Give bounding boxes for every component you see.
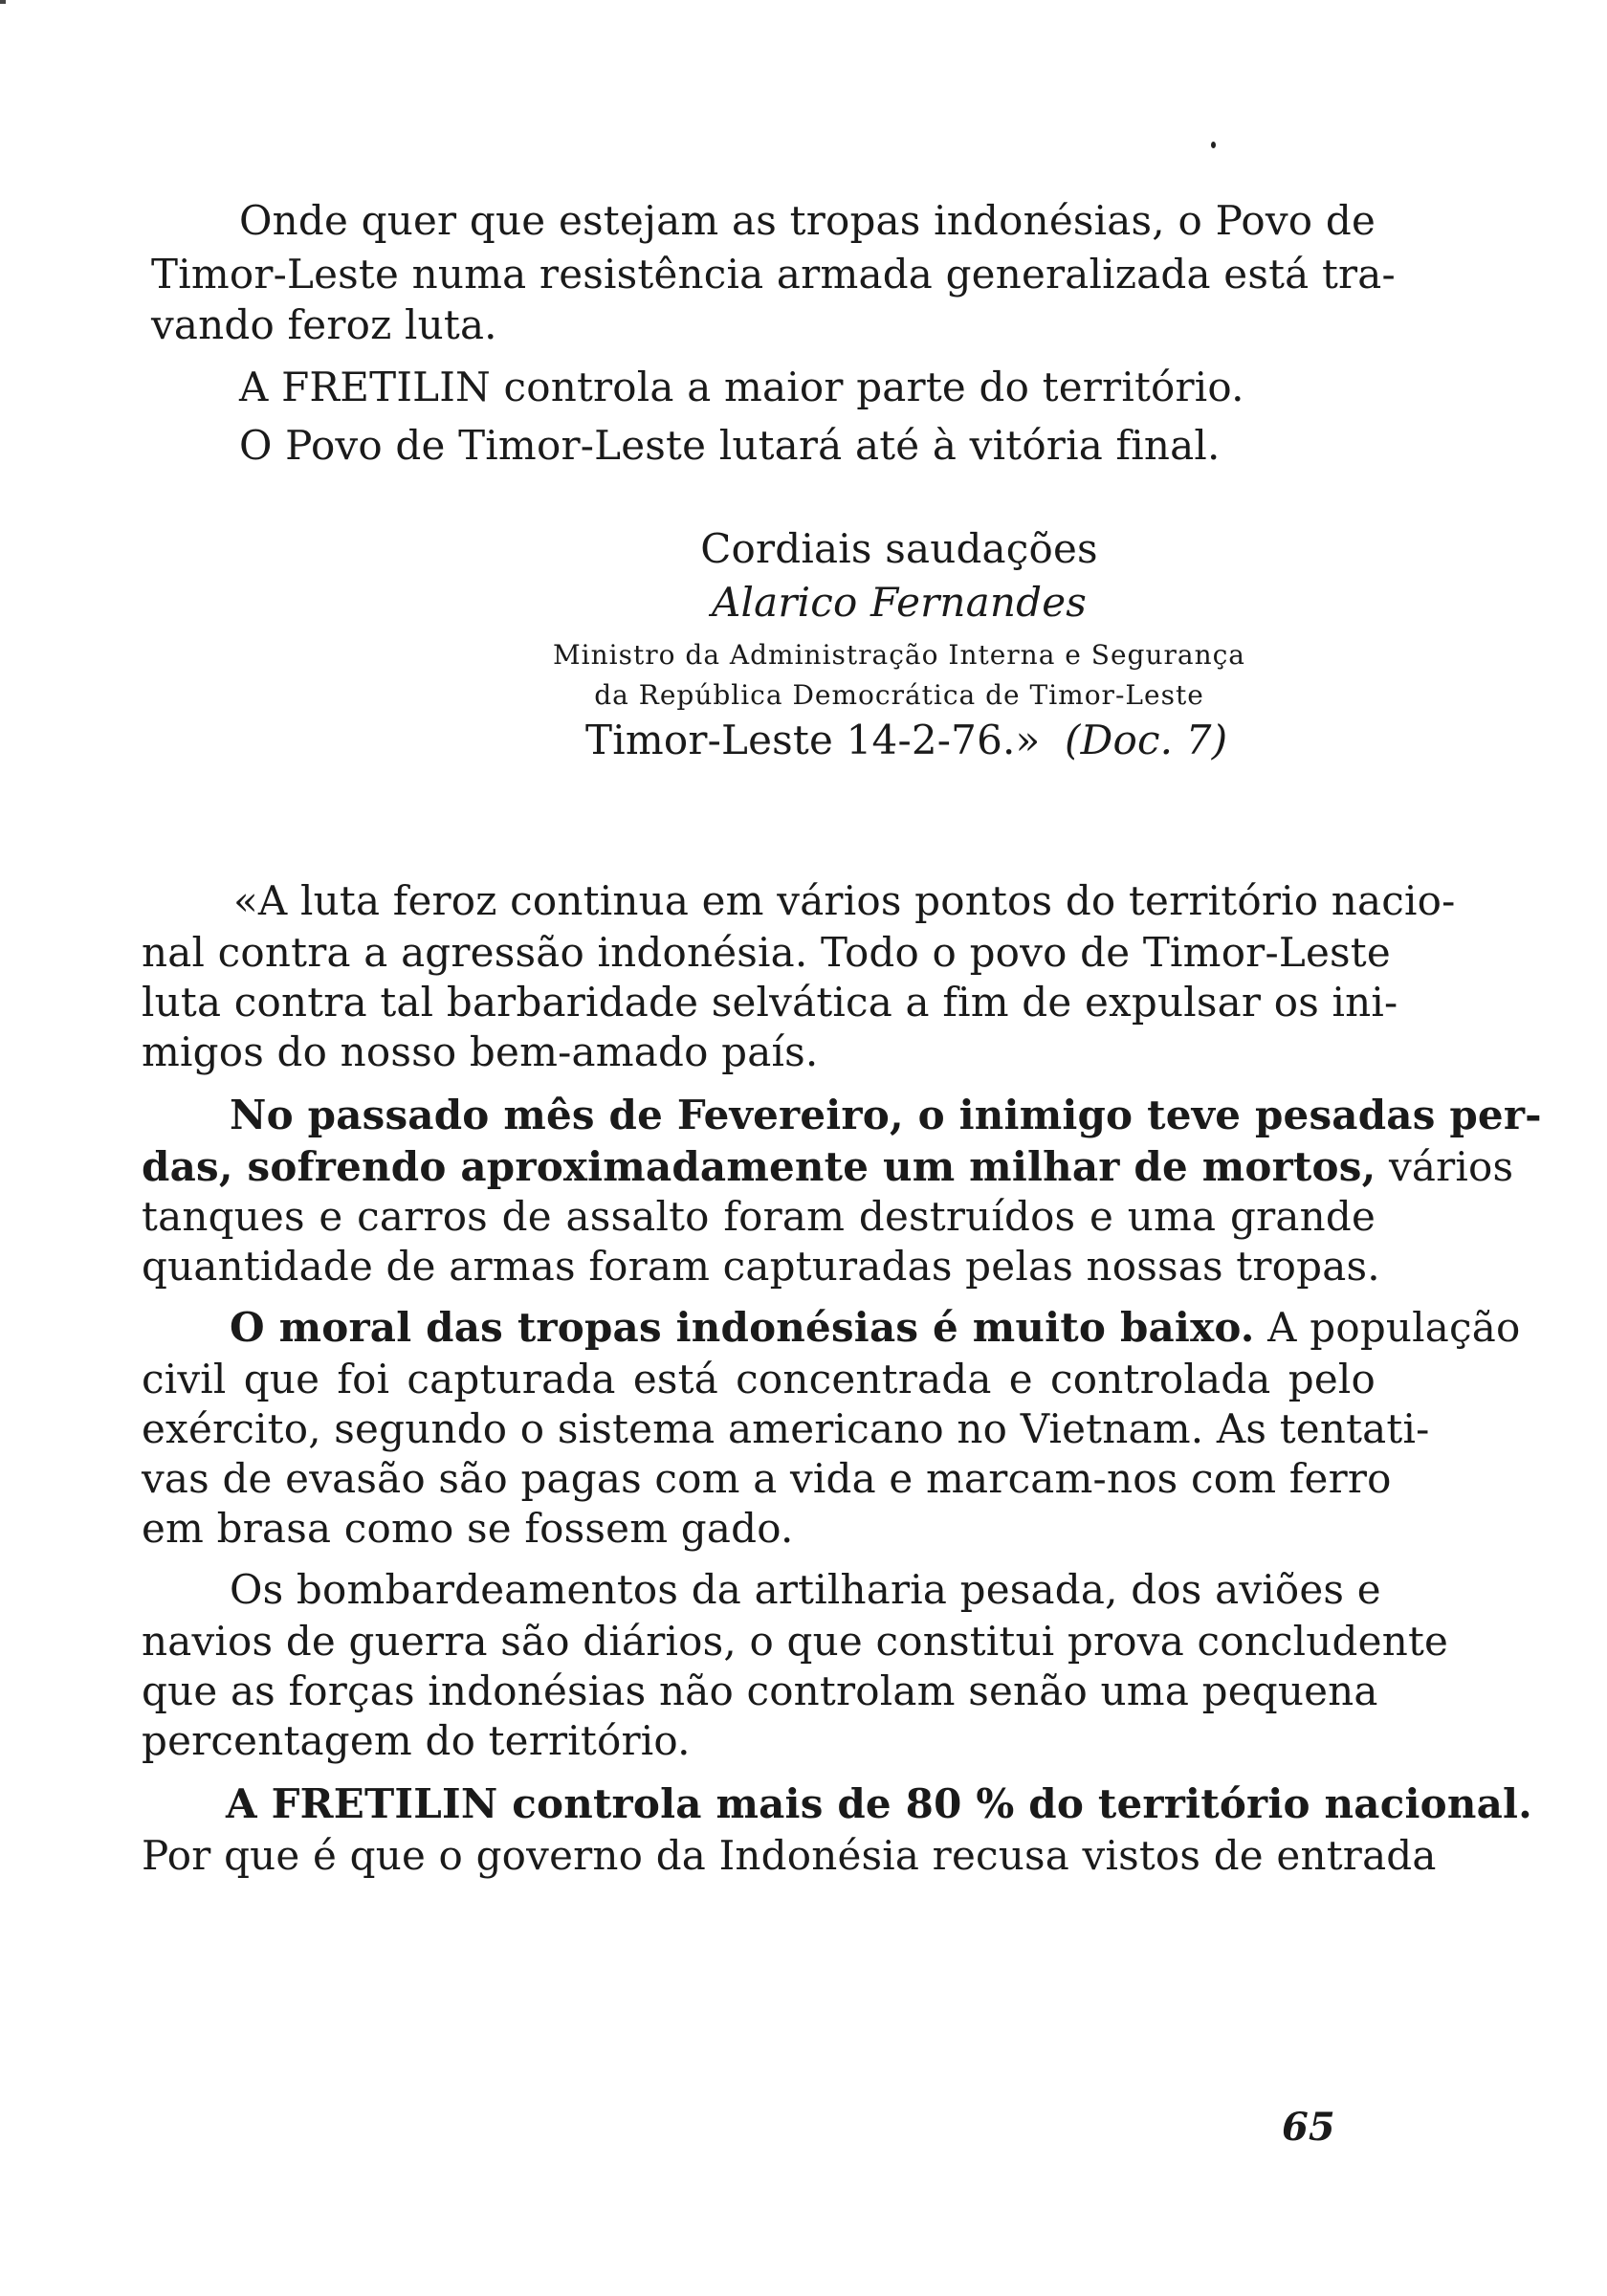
text-line: migos do nosso bem-amado país. [142, 1028, 819, 1075]
text-line: luta contra tal barbaridade selvática a fim de expulsar os ini- [142, 979, 1398, 1026]
signatory-role-line1: Ministro da Administração Interna e Segurança [553, 639, 1245, 671]
text-line: Onde quer que estejam as tropas indonésias, o Povo de [239, 197, 1376, 244]
text-line: quantidade de armas foram capturadas pelas nossas tropas. [142, 1243, 1380, 1290]
text-line: civil que foi capturada está concentrada e controlada pelo [142, 1356, 1376, 1402]
signatory-name: Alarico Fernandes [711, 579, 1088, 626]
signatory-role-line2: da República Democrática de Timor-Leste [594, 679, 1204, 711]
text-line: vas de evasão são pagas com a vida e marcam-nos com ferro [142, 1455, 1392, 1502]
text-line: nal contra a agressão indonésia. Todo o povo de Timor-Leste [142, 929, 1391, 976]
scan-mark [0, 0, 6, 4]
text-line-bold: A FRETILIN controla mais de 80 % do território nacional. [226, 1780, 1532, 1827]
place-date-line [585, 716, 1227, 765]
text-line: «A luta feroz continua em vários pontos do território nacio- [233, 877, 1456, 924]
text-line: em brasa como se fossem gado. [142, 1505, 794, 1552]
bold-span: das, sofrendo aproximadamente um milhar de mortos, [142, 1143, 1376, 1190]
text-line: vando feroz luta. [151, 301, 497, 348]
text-line: tanques e carros de assalto foram destruídos e uma grande [142, 1193, 1376, 1240]
normal-span: vários [1376, 1143, 1514, 1190]
text-line-mixed [230, 1303, 1521, 1353]
text-line: percentagem do território. [142, 1717, 691, 1764]
text-line: Por que é que o governo da Indonésia recusa vistos de entrada [142, 1832, 1437, 1879]
text-line: O Povo de Timor-Leste lutará até à vitória final. [239, 422, 1221, 469]
bold-span: O moral das tropas indonésias é muito baixo. [230, 1304, 1255, 1351]
text-line: exército, segundo o sistema americano no Vietnam. As tentati- [142, 1405, 1430, 1452]
text-line: Timor-Leste numa resistência armada generalizada está tra- [151, 251, 1396, 298]
text-line: A FRETILIN controla a maior parte do território. [239, 364, 1244, 410]
scan-speck [1211, 142, 1216, 148]
doc-reference: (Doc. 7) [1065, 717, 1228, 763]
text-line: navios de guerra são diários, o que constitui prova concludente [142, 1618, 1449, 1665]
text-line-bold: No passado mês de Fevereiro, o inimigo teve pesadas per- [230, 1092, 1542, 1138]
page-number: 65 [1282, 2105, 1335, 2150]
text-line: Os bombardeamentos da artilharia pesada, dos aviões e [230, 1566, 1381, 1613]
place-date: Timor-Leste 14-2-76.» [585, 717, 1041, 763]
greeting: Cordiais saudações [700, 525, 1098, 572]
normal-span: A população [1254, 1304, 1521, 1351]
text-line: que as forças indonésias não controlam senão uma pequena [142, 1667, 1378, 1714]
text-line-mixed [142, 1142, 1514, 1192]
